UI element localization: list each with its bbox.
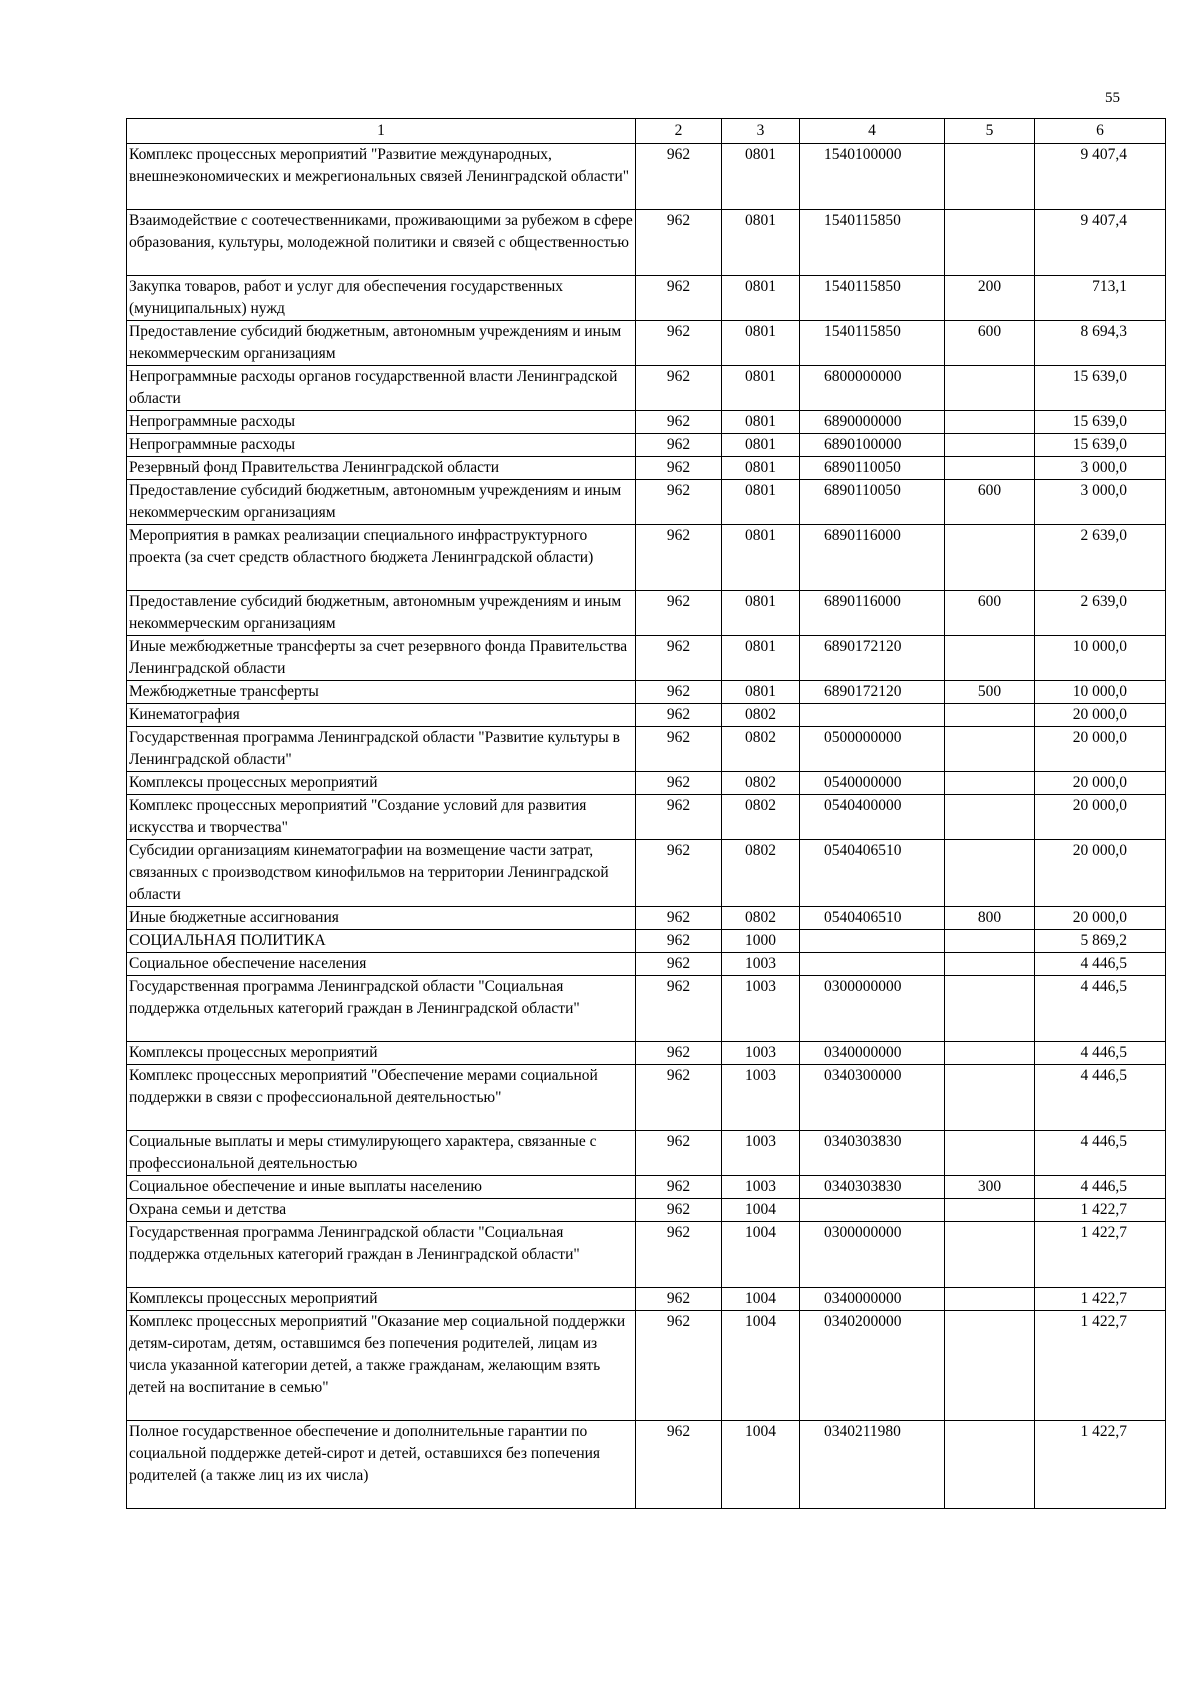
row-section-code-cell: 0801 [722, 210, 800, 276]
row-name-cell: Мероприятия в рамках реализации специального инфраструктурного проекта (за счет средств областного бюджета Ленинградской области) [127, 525, 636, 591]
row-admin-code-cell: 962 [636, 321, 722, 366]
row-expense-type-cell: 200 [945, 276, 1035, 321]
row-sum-cell: 1 422,7 [1035, 1421, 1166, 1509]
budget-table [126, 118, 1166, 1509]
row-target-code-cell: 1540115850 [800, 210, 945, 276]
row-section-code-cell: 0801 [722, 144, 800, 210]
row-admin-code-cell: 962 [636, 953, 722, 976]
row-target-code-cell: 0340000000 [800, 1288, 945, 1311]
table-row [127, 930, 1166, 953]
row-name-cell: Социальное обеспечение и иные выплаты населению [127, 1176, 636, 1199]
row-name-cell: Государственная программа Ленинградской области "Социальная поддержка отдельных категорий граждан в Ленинградской области" [127, 1222, 636, 1288]
table-row [127, 772, 1166, 795]
table-header-row [127, 119, 1166, 144]
row-sum-cell: 10 000,0 [1035, 681, 1166, 704]
row-name-cell: Предоставление субсидий бюджетным, автономным учреждениям и иным некоммерческим организациям [127, 591, 636, 636]
row-admin-code-cell: 962 [636, 210, 722, 276]
row-expense-type-cell [945, 1131, 1035, 1176]
row-name-cell: Комплекс процессных мероприятий "Оказание мер социальной поддержки детям-сиротам, детям, оставшимся без попечения родителей, лицам из числа указанной категории детей, а также гражданам, желающим взять детей на воспитание в семью" [127, 1311, 636, 1421]
row-target-code-cell: 1540115850 [800, 321, 945, 366]
row-name-cell: Предоставление субсидий бюджетным, автономным учреждениям и иным некоммерческим организациям [127, 321, 636, 366]
row-target-code-cell: 0340000000 [800, 1042, 945, 1065]
table-row [127, 1199, 1166, 1222]
row-section-code-cell: 0801 [722, 525, 800, 591]
row-admin-code-cell: 962 [636, 591, 722, 636]
row-expense-type-cell [945, 1222, 1035, 1288]
row-admin-code-cell: 962 [636, 795, 722, 840]
row-target-code-cell: 1540115850 [800, 276, 945, 321]
header-col-5: 5 [945, 119, 1035, 144]
row-name-cell: Закупка товаров, работ и услуг для обеспечения государственных (муниципальных) нужд [127, 276, 636, 321]
row-sum-cell: 2 639,0 [1035, 591, 1166, 636]
row-name-cell: Комплексы процессных мероприятий [127, 1042, 636, 1065]
table-row [127, 457, 1166, 480]
row-admin-code-cell: 962 [636, 411, 722, 434]
row-name-cell: Социальные выплаты и меры стимулирующего характера, связанные с профессиональной деятельностью [127, 1131, 636, 1176]
header-col-1: 1 [127, 119, 636, 144]
row-expense-type-cell [945, 1199, 1035, 1222]
row-name-cell: СОЦИАЛЬНАЯ ПОЛИТИКА [127, 930, 636, 953]
row-target-code-cell: 0540406510 [800, 840, 945, 907]
row-target-code-cell: 6890116000 [800, 591, 945, 636]
row-admin-code-cell: 962 [636, 366, 722, 411]
row-admin-code-cell: 962 [636, 976, 722, 1042]
row-section-code-cell: 0802 [722, 795, 800, 840]
row-admin-code-cell: 962 [636, 1065, 722, 1131]
row-sum-cell: 15 639,0 [1035, 366, 1166, 411]
row-admin-code-cell: 962 [636, 1311, 722, 1421]
row-sum-cell: 4 446,5 [1035, 953, 1166, 976]
row-sum-cell: 20 000,0 [1035, 772, 1166, 795]
row-expense-type-cell: 500 [945, 681, 1035, 704]
row-section-code-cell: 1000 [722, 930, 800, 953]
row-target-code-cell: 0500000000 [800, 727, 945, 772]
table-row [127, 411, 1166, 434]
row-expense-type-cell [945, 795, 1035, 840]
row-target-code-cell: 0300000000 [800, 1222, 945, 1288]
row-target-code-cell: 0340303830 [800, 1176, 945, 1199]
row-section-code-cell: 1004 [722, 1222, 800, 1288]
row-section-code-cell: 0801 [722, 321, 800, 366]
row-sum-cell: 20 000,0 [1035, 795, 1166, 840]
row-section-code-cell: 1003 [722, 976, 800, 1042]
row-sum-cell: 9 407,4 [1035, 144, 1166, 210]
table-row [127, 840, 1166, 907]
row-target-code-cell: 0340300000 [800, 1065, 945, 1131]
table-row [127, 953, 1166, 976]
row-name-cell: Государственная программа Ленинградской области "Социальная поддержка отдельных категорий граждан в Ленинградской области" [127, 976, 636, 1042]
row-sum-cell: 4 446,5 [1035, 1065, 1166, 1131]
row-section-code-cell: 0802 [722, 704, 800, 727]
table-row [127, 434, 1166, 457]
table-row [127, 704, 1166, 727]
header-col-6: 6 [1035, 119, 1166, 144]
row-name-cell: Межбюджетные трансферты [127, 681, 636, 704]
row-admin-code-cell: 962 [636, 525, 722, 591]
row-sum-cell: 5 869,2 [1035, 930, 1166, 953]
table-row [127, 144, 1166, 210]
row-section-code-cell: 1004 [722, 1288, 800, 1311]
row-admin-code-cell: 962 [636, 276, 722, 321]
row-section-code-cell: 0801 [722, 636, 800, 681]
row-admin-code-cell: 962 [636, 1421, 722, 1509]
row-expense-type-cell [945, 144, 1035, 210]
row-sum-cell: 15 639,0 [1035, 411, 1166, 434]
row-expense-type-cell [945, 704, 1035, 727]
header-col-4: 4 [800, 119, 945, 144]
row-sum-cell: 1 422,7 [1035, 1288, 1166, 1311]
row-name-cell: Охрана семьи и детства [127, 1199, 636, 1222]
table-row [127, 1042, 1166, 1065]
row-section-code-cell: 1004 [722, 1421, 800, 1509]
table-row [127, 795, 1166, 840]
row-name-cell: Государственная программа Ленинградской области "Развитие культуры в Ленинградской области" [127, 727, 636, 772]
row-expense-type-cell: 600 [945, 480, 1035, 525]
row-expense-type-cell [945, 636, 1035, 681]
row-section-code-cell: 0801 [722, 411, 800, 434]
table-row [127, 1288, 1166, 1311]
row-name-cell: Иные бюджетные ассигнования [127, 907, 636, 930]
row-admin-code-cell: 962 [636, 840, 722, 907]
row-target-code-cell: 0540000000 [800, 772, 945, 795]
row-sum-cell: 1 422,7 [1035, 1222, 1166, 1288]
row-admin-code-cell: 962 [636, 457, 722, 480]
row-name-cell: Социальное обеспечение населения [127, 953, 636, 976]
table-row [127, 1311, 1166, 1421]
row-name-cell: Кинематография [127, 704, 636, 727]
row-sum-cell: 4 446,5 [1035, 976, 1166, 1042]
row-target-code-cell: 0340211980 [800, 1421, 945, 1509]
row-expense-type-cell [945, 457, 1035, 480]
table-row [127, 525, 1166, 591]
row-section-code-cell: 0801 [722, 434, 800, 457]
row-admin-code-cell: 962 [636, 1199, 722, 1222]
row-section-code-cell: 0801 [722, 366, 800, 411]
row-section-code-cell: 1003 [722, 1042, 800, 1065]
row-target-code-cell: 6890172120 [800, 681, 945, 704]
table-row [127, 1131, 1166, 1176]
row-sum-cell: 3 000,0 [1035, 457, 1166, 480]
row-admin-code-cell: 962 [636, 1176, 722, 1199]
row-name-cell: Непрограммные расходы [127, 411, 636, 434]
row-expense-type-cell [945, 1042, 1035, 1065]
row-name-cell: Комплекс процессных мероприятий "Создание условий для развития искусства и творчества" [127, 795, 636, 840]
table-row [127, 591, 1166, 636]
row-target-code-cell: 0540400000 [800, 795, 945, 840]
row-expense-type-cell: 600 [945, 591, 1035, 636]
row-sum-cell: 713,1 [1035, 276, 1166, 321]
table-row [127, 480, 1166, 525]
row-admin-code-cell: 962 [636, 1042, 722, 1065]
row-sum-cell: 10 000,0 [1035, 636, 1166, 681]
row-target-code-cell: 6890172120 [800, 636, 945, 681]
row-section-code-cell: 0801 [722, 480, 800, 525]
table-row [127, 321, 1166, 366]
table-row [127, 276, 1166, 321]
row-admin-code-cell: 962 [636, 1288, 722, 1311]
row-expense-type-cell [945, 1288, 1035, 1311]
row-section-code-cell: 1004 [722, 1199, 800, 1222]
row-section-code-cell: 1004 [722, 1311, 800, 1421]
row-sum-cell: 2 639,0 [1035, 525, 1166, 591]
row-target-code-cell: 6890100000 [800, 434, 945, 457]
row-target-code-cell: 6890000000 [800, 411, 945, 434]
row-name-cell: Комплексы процессных мероприятий [127, 1288, 636, 1311]
row-target-code-cell: 0300000000 [800, 976, 945, 1042]
row-expense-type-cell [945, 976, 1035, 1042]
table-row [127, 1421, 1166, 1509]
row-section-code-cell: 0801 [722, 457, 800, 480]
row-name-cell: Комплексы процессных мероприятий [127, 772, 636, 795]
row-expense-type-cell [945, 525, 1035, 591]
row-section-code-cell: 0801 [722, 591, 800, 636]
table-row [127, 1065, 1166, 1131]
table-row [127, 210, 1166, 276]
table-body [127, 144, 1166, 1509]
row-sum-cell: 20 000,0 [1035, 727, 1166, 772]
row-expense-type-cell [945, 1421, 1035, 1509]
row-admin-code-cell: 962 [636, 681, 722, 704]
table-row [127, 681, 1166, 704]
row-expense-type-cell [945, 411, 1035, 434]
table-row [127, 976, 1166, 1042]
table-row [127, 1176, 1166, 1199]
row-target-code-cell [800, 1199, 945, 1222]
row-name-cell: Комплекс процессных мероприятий "Обеспечение мерами социальной поддержки в связи с профессиональной деятельностью" [127, 1065, 636, 1131]
row-expense-type-cell [945, 366, 1035, 411]
row-section-code-cell: 0802 [722, 840, 800, 907]
row-sum-cell: 4 446,5 [1035, 1131, 1166, 1176]
row-expense-type-cell [945, 772, 1035, 795]
row-section-code-cell: 0802 [722, 907, 800, 930]
row-section-code-cell: 1003 [722, 953, 800, 976]
row-section-code-cell: 0802 [722, 772, 800, 795]
row-section-code-cell: 0802 [722, 727, 800, 772]
row-sum-cell: 1 422,7 [1035, 1199, 1166, 1222]
row-section-code-cell: 0801 [722, 681, 800, 704]
row-name-cell: Непрограммные расходы органов государственной власти Ленинградской области [127, 366, 636, 411]
row-admin-code-cell: 962 [636, 907, 722, 930]
row-target-code-cell: 6890110050 [800, 480, 945, 525]
row-target-code-cell [800, 704, 945, 727]
row-target-code-cell: 6800000000 [800, 366, 945, 411]
row-section-code-cell: 1003 [722, 1176, 800, 1199]
row-target-code-cell: 0340200000 [800, 1311, 945, 1421]
row-name-cell: Предоставление субсидий бюджетным, автономным учреждениям и иным некоммерческим организациям [127, 480, 636, 525]
row-admin-code-cell: 962 [636, 480, 722, 525]
header-col-2: 2 [636, 119, 722, 144]
row-admin-code-cell: 962 [636, 636, 722, 681]
row-name-cell: Иные межбюджетные трансферты за счет резервного фонда Правительства Ленинградской области [127, 636, 636, 681]
row-name-cell: Непрограммные расходы [127, 434, 636, 457]
row-sum-cell: 4 446,5 [1035, 1176, 1166, 1199]
row-expense-type-cell [945, 840, 1035, 907]
row-sum-cell: 20 000,0 [1035, 907, 1166, 930]
row-admin-code-cell: 962 [636, 727, 722, 772]
row-section-code-cell: 1003 [722, 1131, 800, 1176]
row-expense-type-cell [945, 210, 1035, 276]
row-expense-type-cell: 600 [945, 321, 1035, 366]
row-section-code-cell: 1003 [722, 1065, 800, 1131]
row-name-cell: Полное государственное обеспечение и дополнительные гарантии по социальной поддержке детей-сирот и детей, оставшихся без попечения родителей (а также лиц из их числа) [127, 1421, 636, 1509]
row-target-code-cell: 1540100000 [800, 144, 945, 210]
row-expense-type-cell [945, 1065, 1035, 1131]
row-admin-code-cell: 962 [636, 772, 722, 795]
row-name-cell: Взаимодействие с соотечественниками, проживающими за рубежом в сфере образования, культуры, молодежной политики и связей с общественностью [127, 210, 636, 276]
row-admin-code-cell: 962 [636, 144, 722, 210]
row-expense-type-cell [945, 434, 1035, 457]
row-admin-code-cell: 962 [636, 1222, 722, 1288]
row-admin-code-cell: 962 [636, 1131, 722, 1176]
row-sum-cell: 8 694,3 [1035, 321, 1166, 366]
table-row [127, 727, 1166, 772]
row-name-cell: Резервный фонд Правительства Ленинградской области [127, 457, 636, 480]
row-expense-type-cell [945, 1311, 1035, 1421]
row-expense-type-cell: 800 [945, 907, 1035, 930]
row-admin-code-cell: 962 [636, 930, 722, 953]
row-sum-cell: 4 446,5 [1035, 1042, 1166, 1065]
table-row [127, 1222, 1166, 1288]
row-target-code-cell: 6890110050 [800, 457, 945, 480]
row-expense-type-cell [945, 953, 1035, 976]
row-target-code-cell [800, 953, 945, 976]
row-expense-type-cell [945, 727, 1035, 772]
row-sum-cell: 20 000,0 [1035, 704, 1166, 727]
table-row [127, 636, 1166, 681]
row-target-code-cell: 0540406510 [800, 907, 945, 930]
table-row [127, 907, 1166, 930]
row-sum-cell: 1 422,7 [1035, 1311, 1166, 1421]
row-expense-type-cell [945, 930, 1035, 953]
row-sum-cell: 15 639,0 [1035, 434, 1166, 457]
row-name-cell: Комплекс процессных мероприятий "Развитие международных, внешнеэкономических и межрегиональных связей Ленинградской области" [127, 144, 636, 210]
row-name-cell: Субсидии организациям кинематографии на возмещение части затрат, связанных с производством кинофильмов на территории Ленинградской области [127, 840, 636, 907]
page-number: 55 [1105, 90, 1120, 106]
row-target-code-cell [800, 930, 945, 953]
row-sum-cell: 3 000,0 [1035, 480, 1166, 525]
row-section-code-cell: 0801 [722, 276, 800, 321]
row-expense-type-cell: 300 [945, 1176, 1035, 1199]
table-row [127, 366, 1166, 411]
row-sum-cell: 9 407,4 [1035, 210, 1166, 276]
row-admin-code-cell: 962 [636, 434, 722, 457]
row-target-code-cell: 6890116000 [800, 525, 945, 591]
row-target-code-cell: 0340303830 [800, 1131, 945, 1176]
row-sum-cell: 20 000,0 [1035, 840, 1166, 907]
header-col-3: 3 [722, 119, 800, 144]
row-admin-code-cell: 962 [636, 704, 722, 727]
